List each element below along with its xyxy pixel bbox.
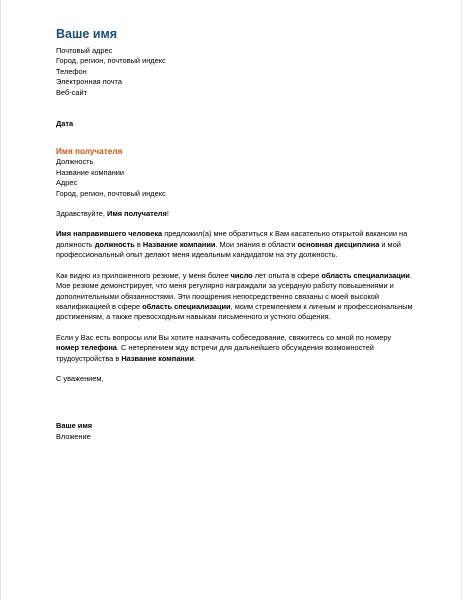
sender-email[interactable]: Электронная почта bbox=[56, 77, 122, 87]
signature-block bbox=[56, 421, 416, 442]
closing[interactable]: С уважением, bbox=[56, 373, 104, 383]
specialization-ref-2: область специализации bbox=[142, 301, 231, 311]
recipient-city-line[interactable]: Город, регион, почтовый индекс bbox=[56, 188, 166, 198]
paragraph1-text-3: . Мои знания в области bbox=[215, 239, 298, 249]
years-number: число bbox=[230, 270, 253, 280]
signature-name[interactable]: Ваше имя bbox=[56, 421, 93, 431]
salutation-greeting: Здравствуйте, bbox=[56, 209, 108, 219]
sender-name[interactable]: Ваше имя bbox=[56, 27, 118, 41]
recipient-company[interactable]: Название компании bbox=[56, 167, 125, 177]
specialization-ref-1: область специализации bbox=[321, 270, 410, 280]
recipient-title[interactable]: Должность bbox=[56, 157, 94, 167]
paragraph1-text-1: предложил(а) мне обратиться к Вам касательно открытой вакансии на должность bbox=[56, 229, 408, 249]
letter-content bbox=[56, 26, 416, 442]
paragraph3-text-3: . bbox=[193, 353, 196, 363]
body-paragraph-1[interactable] bbox=[56, 229, 416, 260]
referrer-name: Имя направившего человека bbox=[56, 229, 163, 239]
phone-number-ref: номер телефона bbox=[56, 343, 117, 353]
company-name-ref-1: Название компании bbox=[142, 239, 216, 249]
enclosure-label[interactable]: Вложение bbox=[56, 431, 91, 441]
recipient-block bbox=[56, 146, 416, 199]
salutation-punct: ! bbox=[166, 209, 169, 219]
paragraph2-text-3: . Мое резюме демонстрирует, что меня регулярно награждали за усердную работу повышениями и дополнительными обязанностями. Эти поощрения непосредственно связаны с моей высокой квалификацией в сфере bbox=[56, 270, 412, 311]
paragraph2-text-1: Как видно из приложенного резюме, у меня более bbox=[56, 270, 231, 280]
body-paragraph-3[interactable] bbox=[56, 333, 416, 364]
sender-address[interactable]: Почтовый адрес bbox=[56, 46, 113, 55]
paragraph1-text-4: и мой профессиональный опыт делают меня идеальным кандидатом на эту должность. bbox=[56, 239, 401, 260]
company-name-ref-2: Название компании bbox=[121, 353, 194, 363]
salutation-recipient-name: Имя получателя bbox=[107, 209, 167, 219]
discipline-name: основная дисциплина bbox=[297, 239, 380, 249]
paragraph3-text-2: . С нетерпением жду встречи для дальнейшего обсуждения возможностей трудоустройства в bbox=[56, 343, 374, 363]
sender-website[interactable]: Веб-сайт bbox=[56, 87, 87, 97]
recipient-name[interactable]: Имя получателя bbox=[56, 147, 123, 157]
sender-phone[interactable]: Телефон bbox=[56, 66, 87, 76]
paragraph2-text-2: лет опыта в сфере bbox=[252, 270, 322, 280]
paragraph3-text-1: Если у Вас есть вопросы или Вы хотите назначить собеседование, свяжитесь со мной по номеру bbox=[56, 332, 392, 342]
paragraph2-text-4: , моим стремлением к личным и профессиональным достижениям, а также превосходным навыкам письменного и устного общения. bbox=[56, 301, 413, 322]
sender-contact-block bbox=[56, 46, 416, 98]
position-name: должность bbox=[94, 239, 135, 249]
recipient-address[interactable]: Адрес bbox=[56, 178, 78, 188]
salutation[interactable] bbox=[56, 209, 416, 219]
body-paragraph-2[interactable] bbox=[56, 271, 416, 323]
paragraph1-text-2: в bbox=[134, 239, 143, 249]
letter-date[interactable]: Дата bbox=[56, 119, 74, 129]
sender-city-line[interactable]: Город, регион, почтовый индекс bbox=[56, 56, 166, 66]
